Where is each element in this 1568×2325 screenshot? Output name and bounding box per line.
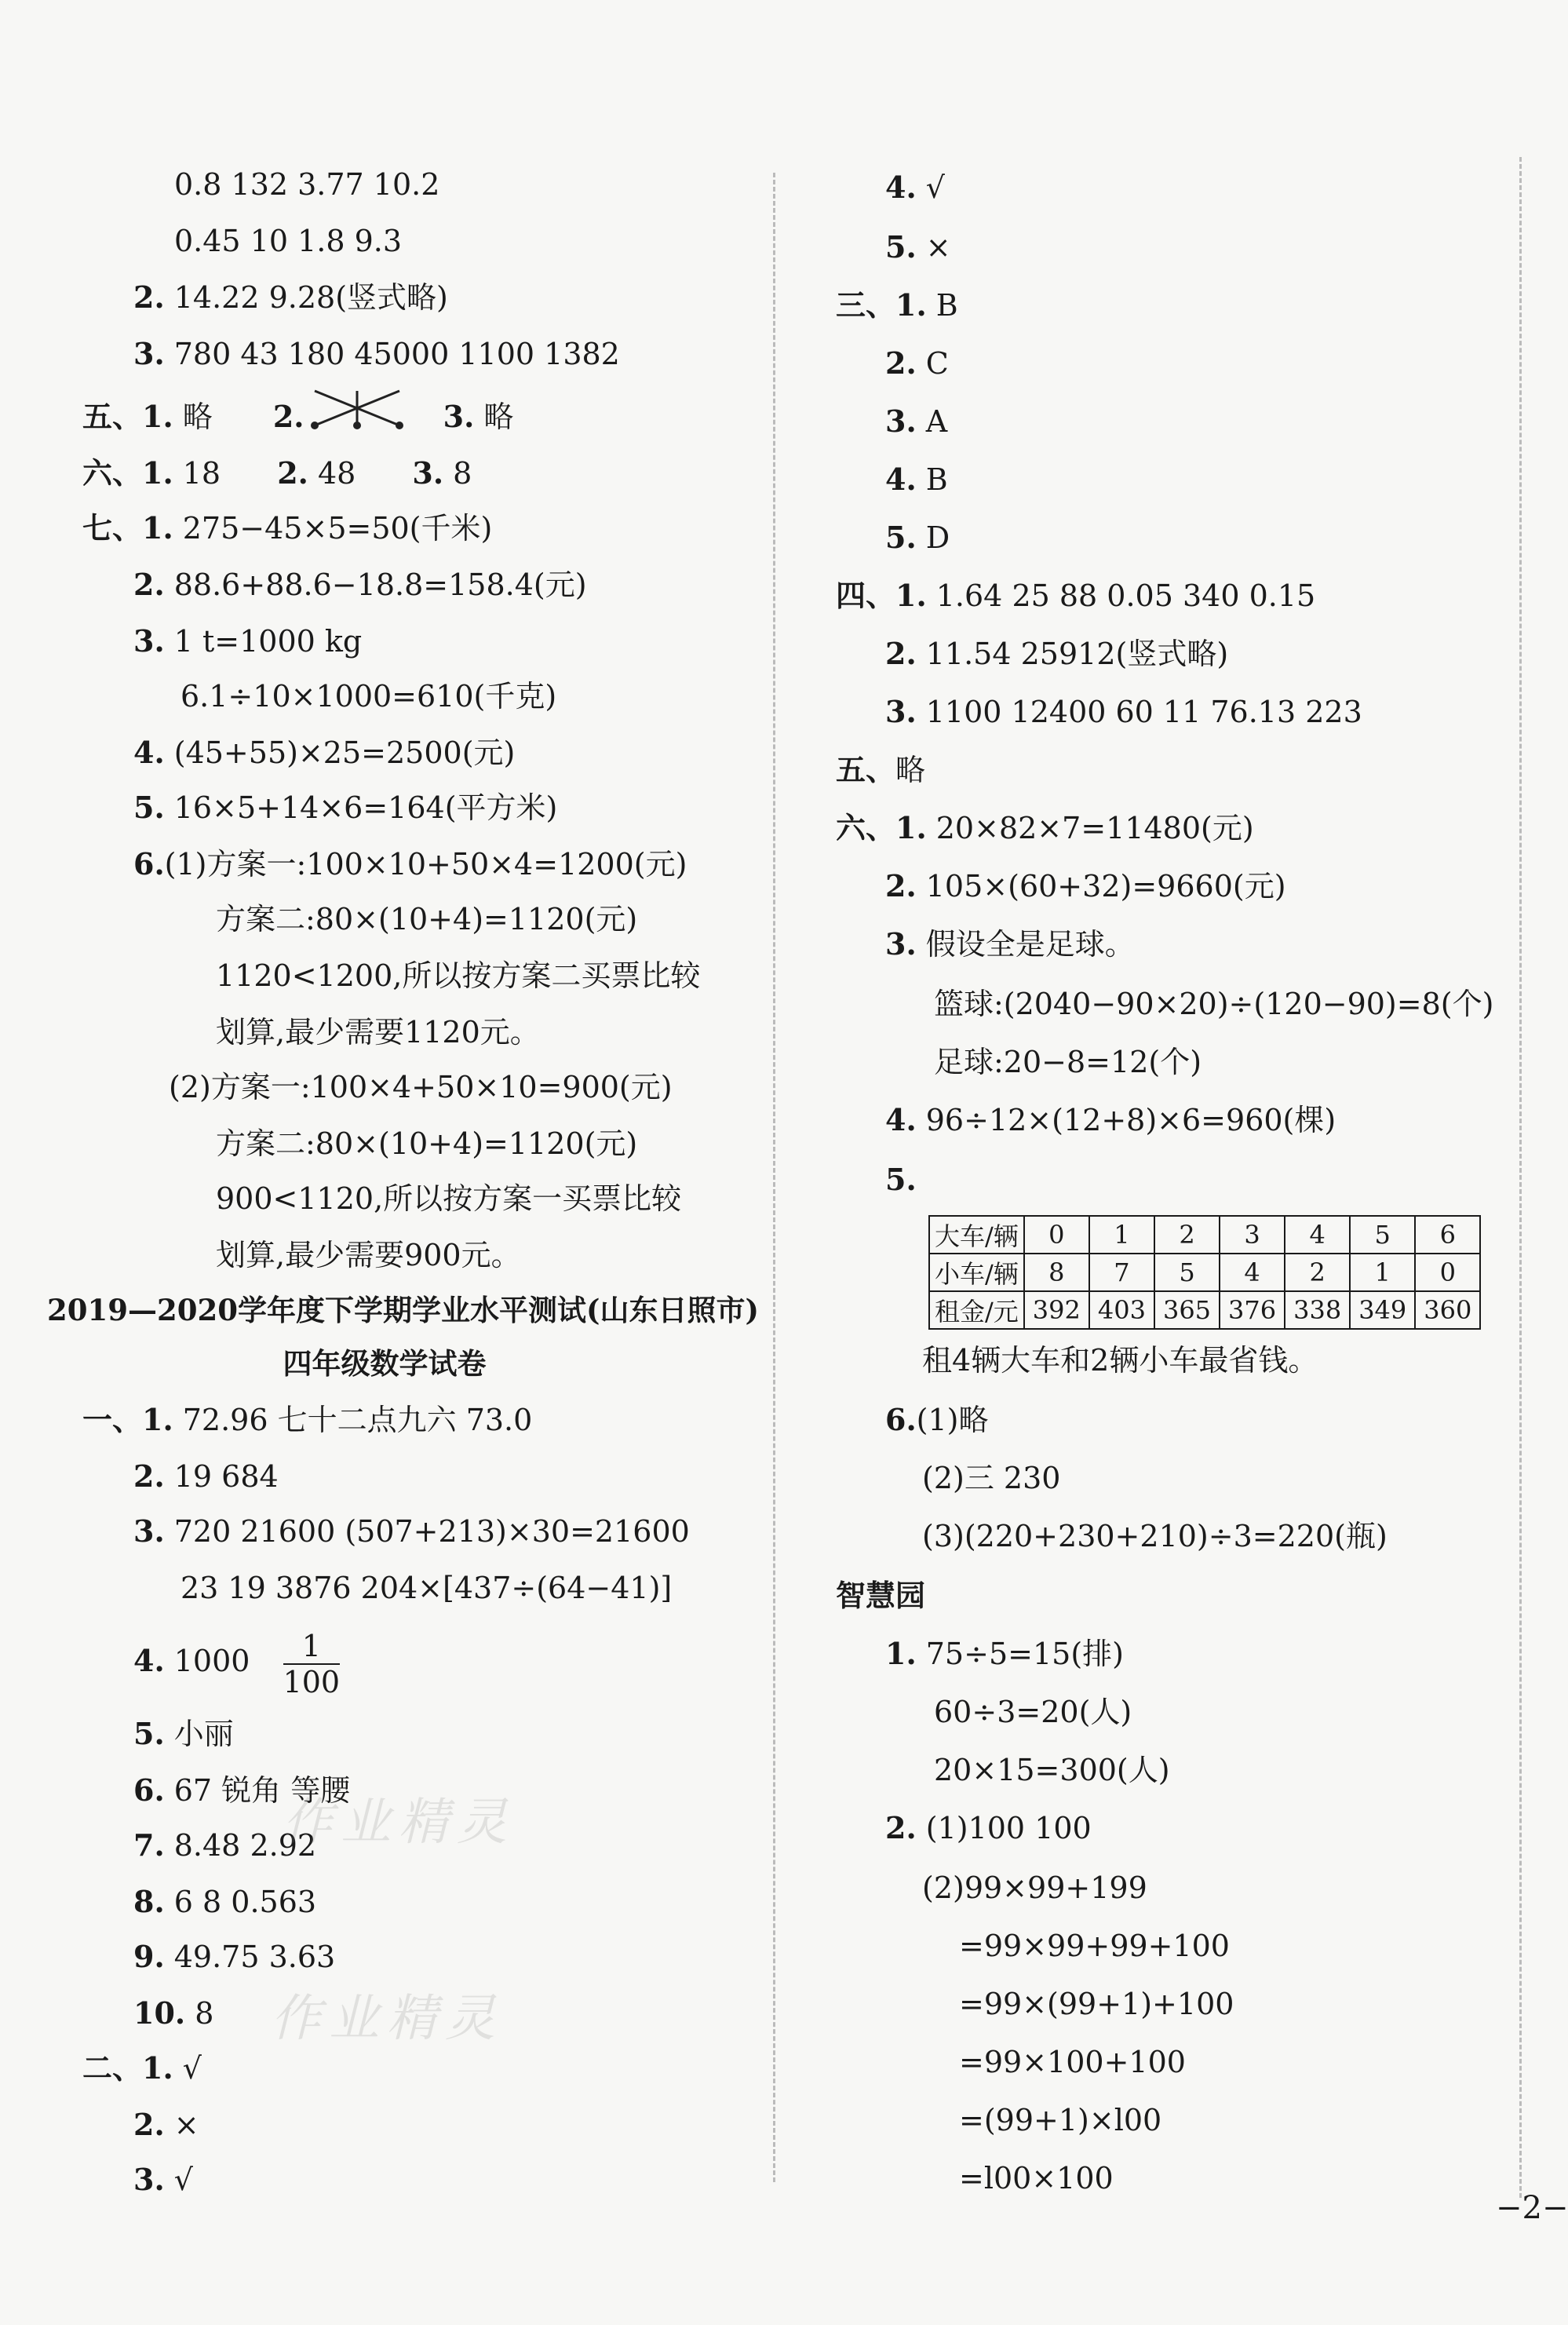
answer-line: 1120<1200,所以按方案二买票比较 [216,958,701,993]
answer-line: (2)99×99+199 [922,1871,1147,1905]
answer-line: 0.45 10 1.8 9.3 [174,224,403,258]
answer-line: 60÷3=20(人) [934,1695,1132,1729]
answer-line: 方案二:80×(10+4)=1120(元) [216,1126,638,1161]
table-cell: 2 [1285,1254,1350,1291]
section-title: 2019—2020学年度下学期学业水平测试(山东日照市) [47,1293,759,1327]
answer-line: 5. 16×5+14×6=164(平方米) [133,790,558,825]
page-number: −2− [1496,2190,1568,2226]
answer-line: 4. (45+55)×25=2500(元) [133,735,516,770]
answer-line: 一、1. 72.96 七十二点九六 73.0 [82,1402,533,1437]
matching-lines-diagram [310,385,404,432]
table-cell: 8 [1024,1254,1089,1291]
answer-line: 4. B [885,462,948,497]
table-cell: 租金/元 [929,1291,1024,1329]
table-cell: 小车/辆 [929,1254,1024,1291]
table-cell: 0 [1415,1254,1480,1291]
answer-line: 4. 1000 $\frac{1}{100}$ [133,1628,341,1699]
answer-line: 五、1. 略 2. 3. 略 [82,399,514,434]
answer-line: 10. 8 [133,1995,214,2031]
table-cell: 376 [1220,1291,1285,1329]
answer-line: (3)(220+230+210)÷3=220(瓶) [922,1519,1387,1553]
margin-line [1519,157,1522,2198]
table-cell: 5 [1154,1254,1220,1291]
answer-line: 4. 96÷12×(12+8)×6=960(棵) [885,1102,1336,1137]
answer-line: 二、1. √ [82,2050,202,2086]
answer-line: 六、1. 20×82×7=11480(元) [836,810,1254,845]
answer-line: 2. 105×(60+32)=9660(元) [885,868,1286,903]
table-cell: 5 [1350,1216,1415,1254]
answer-line: 6.1÷10×1000=610(千克) [181,679,557,714]
table-cell: 大车/辆 [929,1216,1024,1254]
answer-line: 5. × [885,229,951,265]
answer-line: 5. [885,1162,917,1197]
table-cell: 1 [1089,1216,1154,1254]
answer-line: 0.8 132 3.77 10.2 [174,167,440,202]
answer-line: 6.(1)略 [885,1402,989,1437]
answer-line: 3. 1 t=1000 kg [133,623,363,659]
fraction: $\frac{1}{100}$ [283,1628,341,1699]
answer-line: 足球:20−8=12(个) [934,1045,1202,1079]
answer-line: 900<1120,所以按方案一买票比较 [216,1181,682,1216]
table-cell: 392 [1024,1291,1089,1329]
answer-line: 四、1. 1.64 25 88 0.05 340 0.15 [836,578,1316,613]
section-subtitle: 四年级数学试卷 [283,1346,487,1381]
answer-line: 6. 67 锐角 等腰 [133,1772,351,1808]
answer-line: 2. 14.22 9.28(竖式略) [133,279,448,315]
answer-line: =l00×100 [959,2161,1114,2195]
watermark: 作业精灵 [271,1990,503,2048]
section-title: 智慧园 [836,1578,926,1613]
answer-line: 2. × [133,2107,199,2142]
answer-line: 划算,最少需要900元。 [216,1238,521,1272]
answer-line: 6.(1)方案一:100×10+50×4=1200(元) [133,846,687,881]
table-cell: 338 [1285,1291,1350,1329]
table-cell: 360 [1415,1291,1480,1329]
table-cell: 0 [1024,1216,1089,1254]
answer-line: 4. √ [885,170,945,205]
table-row [929,1291,1480,1329]
answer-line: 8. 6 8 0.563 [133,1884,317,1919]
table-cell: 1 [1350,1254,1415,1291]
answer-line: 3. 720 21600 (507+213)×30=21600 [133,1513,690,1549]
table-cell: 349 [1350,1291,1415,1329]
answer-line: 9. 49.75 3.63 [133,1939,336,1974]
answer-line: 方案二:80×(10+4)=1120(元) [216,902,638,936]
answer-line: 3. 假设全是足球。 [885,926,1135,962]
watermark: 作业精灵 [283,1794,515,1852]
table-cell: 6 [1415,1216,1480,1254]
answer-line: 篮球:(2040−90×20)÷(120−90)=8(个) [934,987,1494,1021]
table-row [929,1254,1480,1291]
answer-line: 2. 11.54 25912(竖式略) [885,636,1229,671]
answer-line: 5. D [885,520,950,555]
answer-line: (2)方案一:100×4+50×10=900(元) [169,1070,673,1104]
answer-line: 2. C [885,345,949,381]
answer-line: (2)三 230 [922,1461,1061,1495]
answer-line: 5. 小丽 [133,1716,234,1751]
answer-line: 2. 19 684 [133,1458,279,1494]
table-cell: 403 [1089,1291,1154,1329]
answer-line: 租4辆大车和2辆小车最省钱。 [922,1343,1318,1378]
table-cell: 4 [1220,1254,1285,1291]
table-cell: 4 [1285,1216,1350,1254]
answer-line: 2. 88.6+88.6−18.8=158.4(元) [133,567,587,602]
answer-line: =(99+1)×l00 [959,2103,1162,2137]
answer-line: =99×99+99+100 [959,1929,1230,1963]
answer-line: 3. 780 43 180 45000 1100 1382 [133,336,620,371]
answer-line: 七、1. 275−45×5=50(千米) [82,510,493,546]
answer-line: 三、1. B [836,287,958,323]
answer-line: 划算,最少需要1120元。 [216,1015,540,1049]
answer-line: =99×100+100 [959,2045,1186,2079]
answer-line: 3. A [885,403,948,439]
answer-line: =99×(99+1)+100 [959,1987,1234,2021]
answer-line: 1. 75÷5=15(排) [885,1636,1124,1671]
answer-line: 2. (1)100 100 [885,1810,1092,1845]
answer-line: 20×15=300(人) [934,1753,1170,1787]
answer-line: 23 19 3876 204×[437÷(64−41)] [181,1571,673,1605]
answer-line: 3. √ [133,2162,193,2197]
table-cell: 2 [1154,1216,1220,1254]
table-cell: 3 [1220,1216,1285,1254]
rental-table [928,1215,1481,1330]
table-cell: 7 [1089,1254,1154,1291]
table-row [929,1216,1480,1254]
answer-line: 六、1. 18 2. 48 3. 8 [82,455,472,491]
table-cell: 365 [1154,1291,1220,1329]
answer-line: 7. 8.48 2.92 [133,1827,317,1863]
answer-line: 3. 1100 12400 60 11 76.13 223 [885,694,1362,729]
answer-line: 五、略 [836,752,926,787]
column-divider [773,173,775,2182]
